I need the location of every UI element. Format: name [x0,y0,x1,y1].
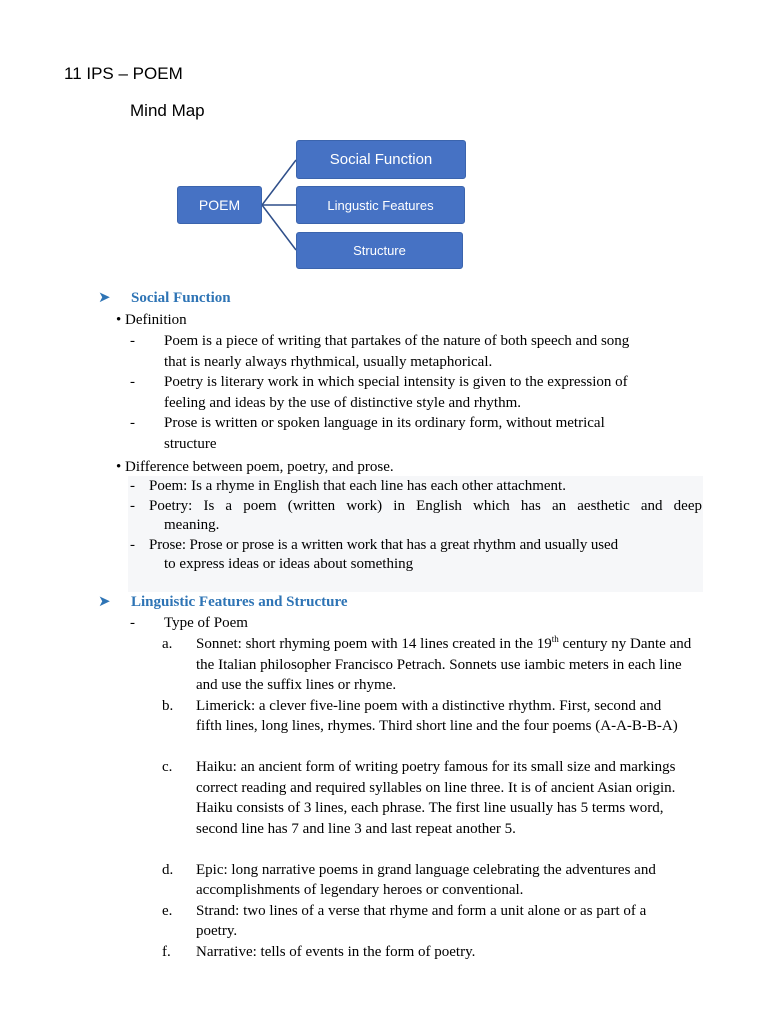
type-strand-text: Strand: two lines of a verse that rhyme and form a unit alone or as part of a poetry. [196,902,647,939]
list-item [162,634,707,696]
mind-map-node-structure: Structure [296,232,463,269]
list-letter-a: a. [162,636,173,652]
document-title: 11 IPS – POEM [64,64,183,83]
list-item [162,696,707,758]
difference-poetry-line2: meaning. [164,517,220,533]
list-letter-e: e. [162,902,173,919]
list-letter-b: b. [162,697,174,714]
dash-icon: - [130,374,135,390]
list-letter-c: c. [162,759,173,775]
type-epic-text: Epic: long narrative poems in grand language celebrating the adventures and accomplishments of legendary heroes or conventional. [196,861,656,898]
mind-map-title: Mind Map [130,101,205,120]
dash-icon: - [130,478,135,494]
bullet-difference [116,457,394,478]
difference-list [130,476,702,574]
definition-poetry-line2: feeling and ideas by the use of distinctive style and rhythm. [164,394,521,411]
list-item [162,860,707,901]
arrow-bullet-icon: ➤ [98,594,111,610]
definition-poem-line1: Poem is a piece of writing that partakes of the nature of both speech and song [164,333,630,349]
connector-structure [262,205,296,250]
sonnet-text-part1: Sonnet: short rhyming poem with 14 lines created in the 19 [196,636,552,652]
dash-icon: - [130,415,135,431]
type-of-poem-label: Type of Poem [164,615,248,631]
section-heading-social-function: Social Function [131,290,231,306]
definition-list [130,331,710,454]
mind-map-node-social-function: Social Function [296,140,466,179]
type-sonnet-text [196,634,701,696]
difference-prose-line1: Prose: Prose or prose is a written work that has a great rhythm and usually used [149,537,618,553]
definition-poetry-line1: Poetry is literary work in which special intensity is given to the expression of [164,374,628,390]
mind-map-root-node: POEM [177,186,262,224]
poem-type-list [162,634,707,963]
type-narrative-text: Narrative: tells of events in the form of poetry. [196,943,476,960]
type-of-poem-item [130,613,248,634]
list-item [130,496,702,535]
definition-prose-line1: Prose is written or spoken language in its ordinary form, without metrical [164,415,605,431]
list-item [162,757,707,860]
definition-poem-line2: that is nearly always rhythmical, usually metaphorical. [164,353,493,370]
dash-icon: - [130,498,135,514]
connector-social-function [262,160,296,205]
bullet-definition-label: Definition [125,312,187,328]
mind-map-node-linguistic-features: Lingustic Features [296,186,465,224]
type-limerick-text: Limerick: a clever five-line poem with a distinctive rhythm. First, second and fifth lines, long lines, rhymes. Third short line and the four poems (A-A-B-B-A) [196,697,678,734]
list-item [130,535,702,574]
type-haiku-text: Haiku: an ancient form of writing poetry famous for its small size and markings correct reading and required syllables on line three. It is of ancient Asian origin. Haiku consists of 3 lines, each phrase. The first line usually has 5 terms word, second line has 7 and line 3 and last repeat another 5. [196,759,676,837]
difference-prose-line2: to express ideas or ideas about something [164,556,414,572]
list-letter-f: f. [162,943,171,960]
list-item [162,901,707,942]
dash-icon: - [130,615,135,631]
sonnet-text-part2: century ny Dante and the Italian philosopher Francisco Petrach. Sonnets use iambic meters in each line and use the suffix lines or rhyme. [196,636,692,693]
dash-icon: - [130,333,135,349]
bullet-definition [116,310,187,331]
definition-prose-line2: structure [164,435,217,452]
list-item [130,372,710,413]
section-heading-linguistic-features: Linguistic Features and Structure [131,594,348,610]
bullet-dot-icon: • [116,312,122,328]
sonnet-superscript: th [551,634,559,644]
bullet-dot-icon: • [116,459,122,475]
bullet-difference-label: Difference between poem, poetry, and prose. [125,459,394,475]
list-item [130,413,710,454]
difference-poem: Poem: Is a rhyme in English that each line has each other attachment. [149,478,566,494]
list-item [162,942,707,963]
difference-poetry-line1: Poetry: Is a poem (written work) in English which has an aesthetic and deep [149,498,702,514]
list-item [130,476,702,496]
list-item [130,331,710,372]
list-letter-d: d. [162,861,174,878]
arrow-bullet-icon: ➤ [98,290,111,306]
dash-icon: - [130,537,135,553]
